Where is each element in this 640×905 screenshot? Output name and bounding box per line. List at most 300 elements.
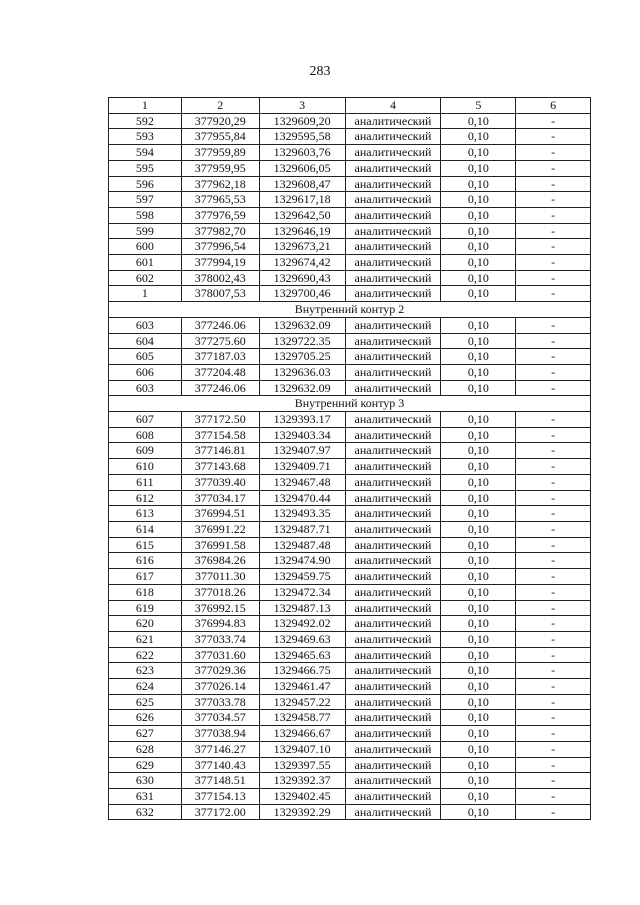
- y-coordinate-cell: 1329606,05: [259, 160, 345, 176]
- method-cell: аналитический: [345, 773, 441, 789]
- note-cell: -: [516, 694, 591, 710]
- accuracy-cell: 0,10: [441, 647, 516, 663]
- y-coordinate-cell: 1329470.44: [259, 490, 345, 506]
- accuracy-cell: 0,10: [441, 553, 516, 569]
- table-row: [109, 788, 591, 804]
- method-cell: аналитический: [345, 192, 441, 208]
- y-coordinate-cell: 1329690,43: [259, 270, 345, 286]
- point-number-cell: 619: [109, 600, 182, 616]
- column-header: 3: [259, 98, 345, 114]
- table-row: [109, 663, 591, 679]
- method-cell: аналитический: [345, 694, 441, 710]
- table-row: [109, 616, 591, 632]
- method-cell: аналитический: [345, 459, 441, 475]
- method-cell: аналитический: [345, 113, 441, 129]
- table-row: [109, 364, 591, 380]
- y-coordinate-cell: 1329700,46: [259, 286, 345, 302]
- note-cell: -: [516, 176, 591, 192]
- note-cell: -: [516, 679, 591, 695]
- accuracy-cell: 0,10: [441, 427, 516, 443]
- point-number-cell: 615: [109, 537, 182, 553]
- point-number-cell: 605: [109, 349, 182, 365]
- x-coordinate-cell: 377033.78: [181, 694, 259, 710]
- note-cell: -: [516, 521, 591, 537]
- table-row: [109, 207, 591, 223]
- table-row: [109, 349, 591, 365]
- method-cell: аналитический: [345, 726, 441, 742]
- table-row: [109, 631, 591, 647]
- method-cell: аналитический: [345, 333, 441, 349]
- point-number-cell: 601: [109, 255, 182, 271]
- y-coordinate-cell: 1329392.29: [259, 804, 345, 820]
- y-coordinate-cell: 1329493.35: [259, 506, 345, 522]
- point-number-cell: 632: [109, 804, 182, 820]
- point-number-cell: 600: [109, 239, 182, 255]
- table-row: [109, 537, 591, 553]
- accuracy-cell: 0,10: [441, 490, 516, 506]
- method-cell: аналитический: [345, 788, 441, 804]
- point-number-cell: 618: [109, 584, 182, 600]
- x-coordinate-cell: 377031.60: [181, 647, 259, 663]
- note-cell: -: [516, 239, 591, 255]
- y-coordinate-cell: 1329492.02: [259, 616, 345, 632]
- accuracy-cell: 0,10: [441, 710, 516, 726]
- note-cell: -: [516, 804, 591, 820]
- method-cell: аналитический: [345, 207, 441, 223]
- note-cell: -: [516, 584, 591, 600]
- method-cell: аналитический: [345, 490, 441, 506]
- y-coordinate-cell: 1329632.09: [259, 380, 345, 396]
- x-coordinate-cell: 377959,89: [181, 145, 259, 161]
- x-coordinate-cell: 377039.40: [181, 474, 259, 490]
- point-number-cell: 593: [109, 129, 182, 145]
- method-cell: аналитический: [345, 616, 441, 632]
- section-title: Внутренний контур 2: [109, 302, 591, 318]
- table-row: [109, 710, 591, 726]
- accuracy-cell: 0,10: [441, 364, 516, 380]
- y-coordinate-cell: 1329642,50: [259, 207, 345, 223]
- accuracy-cell: 0,10: [441, 270, 516, 286]
- y-coordinate-cell: 1329705.25: [259, 349, 345, 365]
- table-row: [109, 569, 591, 585]
- y-coordinate-cell: 1329397.55: [259, 757, 345, 773]
- note-cell: -: [516, 286, 591, 302]
- x-coordinate-cell: 376991.58: [181, 537, 259, 553]
- point-number-cell: 617: [109, 569, 182, 585]
- table-row: [109, 239, 591, 255]
- point-number-cell: 624: [109, 679, 182, 695]
- method-cell: аналитический: [345, 521, 441, 537]
- point-number-cell: 620: [109, 616, 182, 632]
- accuracy-cell: 0,10: [441, 412, 516, 428]
- method-cell: аналитический: [345, 537, 441, 553]
- table-row: [109, 129, 591, 145]
- point-number-cell: 621: [109, 631, 182, 647]
- accuracy-cell: 0,10: [441, 239, 516, 255]
- note-cell: -: [516, 459, 591, 475]
- table-row: [109, 679, 591, 695]
- table-row: [109, 270, 591, 286]
- note-cell: -: [516, 553, 591, 569]
- y-coordinate-cell: 1329461.47: [259, 679, 345, 695]
- y-coordinate-cell: 1329603,76: [259, 145, 345, 161]
- column-header: 5: [441, 98, 516, 114]
- note-cell: -: [516, 160, 591, 176]
- table-row: [109, 521, 591, 537]
- accuracy-cell: 0,10: [441, 584, 516, 600]
- note-cell: -: [516, 663, 591, 679]
- method-cell: аналитический: [345, 270, 441, 286]
- column-header: 2: [181, 98, 259, 114]
- x-coordinate-cell: 377172.50: [181, 412, 259, 428]
- table-row: [109, 553, 591, 569]
- point-number-cell: 607: [109, 412, 182, 428]
- accuracy-cell: 0,10: [441, 192, 516, 208]
- note-cell: -: [516, 616, 591, 632]
- accuracy-cell: 0,10: [441, 349, 516, 365]
- table-body: [109, 113, 591, 820]
- table-row: [109, 459, 591, 475]
- y-coordinate-cell: 1329722.35: [259, 333, 345, 349]
- x-coordinate-cell: 377962,18: [181, 176, 259, 192]
- method-cell: аналитический: [345, 364, 441, 380]
- y-coordinate-cell: 1329609,20: [259, 113, 345, 129]
- note-cell: -: [516, 223, 591, 239]
- accuracy-cell: 0,10: [441, 443, 516, 459]
- table-row: [109, 584, 591, 600]
- note-cell: -: [516, 364, 591, 380]
- point-number-cell: 606: [109, 364, 182, 380]
- method-cell: аналитический: [345, 145, 441, 161]
- y-coordinate-cell: 1329457.22: [259, 694, 345, 710]
- method-cell: аналитический: [345, 741, 441, 757]
- x-coordinate-cell: 377994,19: [181, 255, 259, 271]
- table-row: [109, 443, 591, 459]
- table-row: [109, 380, 591, 396]
- table-row: [109, 412, 591, 428]
- method-cell: аналитический: [345, 129, 441, 145]
- point-number-cell: 604: [109, 333, 182, 349]
- method-cell: аналитический: [345, 412, 441, 428]
- point-number-cell: 627: [109, 726, 182, 742]
- y-coordinate-cell: 1329474.90: [259, 553, 345, 569]
- point-number-cell: 630: [109, 773, 182, 789]
- table-row: [109, 741, 591, 757]
- accuracy-cell: 0,10: [441, 569, 516, 585]
- table-row: [109, 286, 591, 302]
- accuracy-cell: 0,10: [441, 380, 516, 396]
- method-cell: аналитический: [345, 631, 441, 647]
- note-cell: -: [516, 474, 591, 490]
- table-row: [109, 600, 591, 616]
- table-row: [109, 474, 591, 490]
- table-row: [109, 757, 591, 773]
- x-coordinate-cell: 377204.48: [181, 364, 259, 380]
- table-row: [109, 160, 591, 176]
- table-row: [109, 176, 591, 192]
- x-coordinate-cell: 376994.51: [181, 506, 259, 522]
- point-number-cell: 609: [109, 443, 182, 459]
- x-coordinate-cell: 377011.30: [181, 569, 259, 585]
- x-coordinate-cell: 377029.36: [181, 663, 259, 679]
- x-coordinate-cell: 376991.22: [181, 521, 259, 537]
- point-number-cell: 595: [109, 160, 182, 176]
- accuracy-cell: 0,10: [441, 160, 516, 176]
- accuracy-cell: 0,10: [441, 537, 516, 553]
- y-coordinate-cell: 1329674,42: [259, 255, 345, 271]
- point-number-cell: 598: [109, 207, 182, 223]
- table-row: [109, 113, 591, 129]
- y-coordinate-cell: 1329673,21: [259, 239, 345, 255]
- point-number-cell: 610: [109, 459, 182, 475]
- column-header: 1: [109, 98, 182, 114]
- note-cell: -: [516, 631, 591, 647]
- x-coordinate-cell: 377033.74: [181, 631, 259, 647]
- section-title: Внутренний контур 3: [109, 396, 591, 412]
- method-cell: аналитический: [345, 710, 441, 726]
- table-row: [109, 255, 591, 271]
- table-row: [109, 145, 591, 161]
- method-cell: аналитический: [345, 804, 441, 820]
- accuracy-cell: 0,10: [441, 113, 516, 129]
- accuracy-cell: 0,10: [441, 600, 516, 616]
- method-cell: аналитический: [345, 286, 441, 302]
- method-cell: аналитический: [345, 600, 441, 616]
- note-cell: -: [516, 647, 591, 663]
- x-coordinate-cell: 377187.03: [181, 349, 259, 365]
- accuracy-cell: 0,10: [441, 333, 516, 349]
- method-cell: аналитический: [345, 317, 441, 333]
- y-coordinate-cell: 1329458.77: [259, 710, 345, 726]
- y-coordinate-cell: 1329466.75: [259, 663, 345, 679]
- method-cell: аналитический: [345, 239, 441, 255]
- accuracy-cell: 0,10: [441, 663, 516, 679]
- accuracy-cell: 0,10: [441, 788, 516, 804]
- point-number-cell: 629: [109, 757, 182, 773]
- y-coordinate-cell: 1329393.17: [259, 412, 345, 428]
- point-number-cell: 608: [109, 427, 182, 443]
- method-cell: аналитический: [345, 584, 441, 600]
- table-row: [109, 647, 591, 663]
- x-coordinate-cell: 377976,59: [181, 207, 259, 223]
- method-cell: аналитический: [345, 427, 441, 443]
- note-cell: -: [516, 207, 591, 223]
- point-number-cell: 631: [109, 788, 182, 804]
- x-coordinate-cell: 377955,84: [181, 129, 259, 145]
- x-coordinate-cell: 377143.68: [181, 459, 259, 475]
- x-coordinate-cell: 377038.94: [181, 726, 259, 742]
- accuracy-cell: 0,10: [441, 506, 516, 522]
- x-coordinate-cell: 377034.57: [181, 710, 259, 726]
- y-coordinate-cell: 1329646,19: [259, 223, 345, 239]
- y-coordinate-cell: 1329617,18: [259, 192, 345, 208]
- x-coordinate-cell: 377965,53: [181, 192, 259, 208]
- method-cell: аналитический: [345, 553, 441, 569]
- note-cell: -: [516, 788, 591, 804]
- x-coordinate-cell: 377246.06: [181, 380, 259, 396]
- accuracy-cell: 0,10: [441, 521, 516, 537]
- method-cell: аналитический: [345, 474, 441, 490]
- accuracy-cell: 0,10: [441, 255, 516, 271]
- note-cell: -: [516, 569, 591, 585]
- accuracy-cell: 0,10: [441, 773, 516, 789]
- point-number-cell: 594: [109, 145, 182, 161]
- accuracy-cell: 0,10: [441, 679, 516, 695]
- note-cell: -: [516, 255, 591, 271]
- note-cell: -: [516, 506, 591, 522]
- note-cell: -: [516, 412, 591, 428]
- accuracy-cell: 0,10: [441, 726, 516, 742]
- page-number: 283: [309, 64, 331, 79]
- table-row: [109, 694, 591, 710]
- x-coordinate-cell: 377959,95: [181, 160, 259, 176]
- point-number-cell: 611: [109, 474, 182, 490]
- y-coordinate-cell: 1329487.71: [259, 521, 345, 537]
- point-number-cell: 592: [109, 113, 182, 129]
- note-cell: -: [516, 129, 591, 145]
- x-coordinate-cell: 377154.13: [181, 788, 259, 804]
- note-cell: -: [516, 145, 591, 161]
- y-coordinate-cell: 1329402.45: [259, 788, 345, 804]
- note-cell: -: [516, 490, 591, 506]
- table-row: [109, 506, 591, 522]
- note-cell: -: [516, 726, 591, 742]
- note-cell: -: [516, 113, 591, 129]
- y-coordinate-cell: 1329469.63: [259, 631, 345, 647]
- point-number-cell: 623: [109, 663, 182, 679]
- table-row: [109, 773, 591, 789]
- point-number-cell: 596: [109, 176, 182, 192]
- note-cell: -: [516, 443, 591, 459]
- y-coordinate-cell: 1329595,58: [259, 129, 345, 145]
- point-number-cell: 1: [109, 286, 182, 302]
- accuracy-cell: 0,10: [441, 223, 516, 239]
- method-cell: аналитический: [345, 223, 441, 239]
- accuracy-cell: 0,10: [441, 176, 516, 192]
- y-coordinate-cell: 1329467.48: [259, 474, 345, 490]
- column-header: 6: [516, 98, 591, 114]
- accuracy-cell: 0,10: [441, 474, 516, 490]
- method-cell: аналитический: [345, 757, 441, 773]
- x-coordinate-cell: 377246.06: [181, 317, 259, 333]
- point-number-cell: 628: [109, 741, 182, 757]
- note-cell: -: [516, 600, 591, 616]
- point-number-cell: 603: [109, 380, 182, 396]
- method-cell: аналитический: [345, 506, 441, 522]
- table-row: [109, 726, 591, 742]
- x-coordinate-cell: 377920,29: [181, 113, 259, 129]
- x-coordinate-cell: 377026.14: [181, 679, 259, 695]
- note-cell: -: [516, 349, 591, 365]
- x-coordinate-cell: 378002,43: [181, 270, 259, 286]
- y-coordinate-cell: 1329472.34: [259, 584, 345, 600]
- point-number-cell: 599: [109, 223, 182, 239]
- y-coordinate-cell: 1329487.13: [259, 600, 345, 616]
- x-coordinate-cell: 377018.26: [181, 584, 259, 600]
- y-coordinate-cell: 1329636.03: [259, 364, 345, 380]
- accuracy-cell: 0,10: [441, 317, 516, 333]
- table-row: [109, 427, 591, 443]
- x-coordinate-cell: 376994.83: [181, 616, 259, 632]
- note-cell: -: [516, 741, 591, 757]
- note-cell: -: [516, 333, 591, 349]
- x-coordinate-cell: 377982,70: [181, 223, 259, 239]
- y-coordinate-cell: 1329409.71: [259, 459, 345, 475]
- y-coordinate-cell: 1329487.48: [259, 537, 345, 553]
- table-row: [109, 333, 591, 349]
- accuracy-cell: 0,10: [441, 757, 516, 773]
- x-coordinate-cell: 377146.27: [181, 741, 259, 757]
- accuracy-cell: 0,10: [441, 694, 516, 710]
- method-cell: аналитический: [345, 443, 441, 459]
- x-coordinate-cell: 377996,54: [181, 239, 259, 255]
- point-number-cell: 616: [109, 553, 182, 569]
- table-row: [109, 192, 591, 208]
- method-cell: аналитический: [345, 255, 441, 271]
- point-number-cell: 626: [109, 710, 182, 726]
- y-coordinate-cell: 1329608,47: [259, 176, 345, 192]
- column-header: 4: [345, 98, 441, 114]
- x-coordinate-cell: 378007,53: [181, 286, 259, 302]
- accuracy-cell: 0,10: [441, 631, 516, 647]
- note-cell: -: [516, 192, 591, 208]
- accuracy-cell: 0,10: [441, 129, 516, 145]
- x-coordinate-cell: 376992.15: [181, 600, 259, 616]
- method-cell: аналитический: [345, 380, 441, 396]
- coordinates-table: [108, 97, 591, 820]
- x-coordinate-cell: 377140.43: [181, 757, 259, 773]
- y-coordinate-cell: 1329465.63: [259, 647, 345, 663]
- note-cell: -: [516, 427, 591, 443]
- note-cell: -: [516, 317, 591, 333]
- method-cell: аналитический: [345, 349, 441, 365]
- accuracy-cell: 0,10: [441, 145, 516, 161]
- x-coordinate-cell: 377275.60: [181, 333, 259, 349]
- table-row: [109, 317, 591, 333]
- x-coordinate-cell: 377146.81: [181, 443, 259, 459]
- section-header-row: [109, 396, 591, 412]
- accuracy-cell: 0,10: [441, 616, 516, 632]
- y-coordinate-cell: 1329407.97: [259, 443, 345, 459]
- accuracy-cell: 0,10: [441, 741, 516, 757]
- accuracy-cell: 0,10: [441, 459, 516, 475]
- note-cell: -: [516, 380, 591, 396]
- table-row: [109, 490, 591, 506]
- y-coordinate-cell: 1329392.37: [259, 773, 345, 789]
- point-number-cell: 603: [109, 317, 182, 333]
- y-coordinate-cell: 1329407.10: [259, 741, 345, 757]
- section-header-row: [109, 302, 591, 318]
- point-number-cell: 613: [109, 506, 182, 522]
- accuracy-cell: 0,10: [441, 207, 516, 223]
- note-cell: -: [516, 270, 591, 286]
- y-coordinate-cell: 1329403.34: [259, 427, 345, 443]
- accuracy-cell: 0,10: [441, 286, 516, 302]
- x-coordinate-cell: 377034.17: [181, 490, 259, 506]
- note-cell: -: [516, 710, 591, 726]
- table-row: [109, 223, 591, 239]
- method-cell: аналитический: [345, 176, 441, 192]
- point-number-cell: 612: [109, 490, 182, 506]
- point-number-cell: 622: [109, 647, 182, 663]
- table-row: [109, 804, 591, 820]
- note-cell: -: [516, 537, 591, 553]
- note-cell: -: [516, 773, 591, 789]
- y-coordinate-cell: 1329459.75: [259, 569, 345, 585]
- x-coordinate-cell: 376984.26: [181, 553, 259, 569]
- x-coordinate-cell: 377154.58: [181, 427, 259, 443]
- y-coordinate-cell: 1329632.09: [259, 317, 345, 333]
